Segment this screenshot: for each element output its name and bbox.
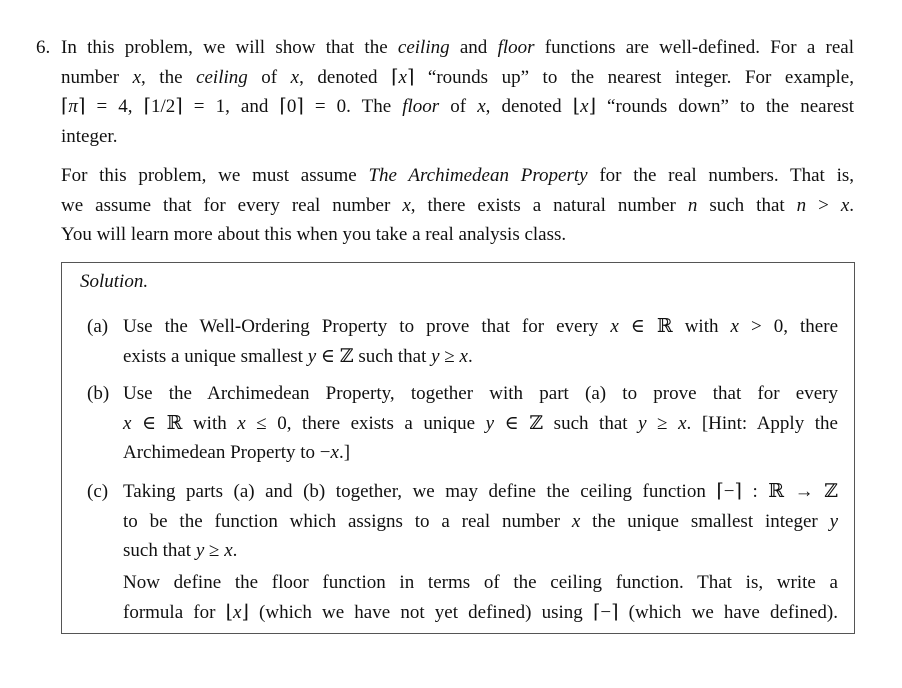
text-segment: of: [439, 96, 478, 118]
text-line: [123, 312, 838, 342]
emphasis-text: The Archimedean Property: [368, 165, 588, 186]
text-segment: For this problem, we must assume: [61, 165, 369, 186]
text-line: [61, 191, 854, 221]
text-segment: , there exists a natural number: [410, 194, 688, 216]
math-symbol: x: [730, 316, 739, 337]
text-segment: ⌋ (which we have not yet defined) using ⌈−⌉ (which we have defined).: [241, 601, 838, 623]
text-segment: In this problem, we will show that the: [61, 37, 398, 58]
math-symbol: x: [678, 412, 687, 434]
part-text: [123, 477, 838, 566]
text-segment: for the real numbers. That is,: [587, 165, 854, 186]
text-segment: integer.: [61, 125, 118, 147]
text-segment: the unique smallest integer: [580, 510, 830, 532]
text-segment: Now define the floor function in terms of the ceiling function. That is, write a: [123, 572, 838, 593]
text-segment: ⌉ = 4, ⌈1/2⌉ = 1, and ⌈0⌉ = 0. The: [77, 96, 403, 118]
math-symbol: x: [132, 66, 142, 88]
math-symbol: n: [687, 194, 698, 216]
text-segment: ∈ ℤ such that: [316, 345, 432, 367]
text-segment: ≥: [646, 412, 679, 434]
text-segment: exists a unique smallest: [123, 345, 308, 367]
text-line: [123, 409, 838, 439]
text-segment: >: [806, 194, 841, 216]
text-segment: Use the Archimedean Property, together with part (a) to prove that for every: [123, 383, 838, 404]
math-symbol: x: [840, 194, 850, 216]
text-segment: formula for ⌊: [123, 601, 234, 623]
math-symbol: x: [477, 96, 486, 118]
text-segment: , the: [141, 66, 197, 88]
text-segment: Use the Well-Ordering Property to prove that for every: [123, 316, 611, 337]
text-segment: .: [849, 194, 855, 216]
math-symbol: y: [195, 540, 205, 562]
part-label: (c): [87, 481, 109, 502]
text-line: [61, 161, 854, 191]
text-segment: .: [467, 345, 473, 367]
archimedean-assumption-paragraph: [61, 161, 854, 250]
math-symbol: x: [580, 96, 589, 118]
text-segment: . [Hint: Apply the: [686, 412, 838, 434]
emphasis-text: floor: [497, 37, 535, 58]
solution-label: Solution.: [80, 271, 149, 292]
math-symbol: x: [402, 194, 411, 216]
text-segment: > 0, there: [738, 316, 838, 337]
text-segment: of: [247, 66, 291, 88]
math-symbol: y: [829, 510, 839, 532]
text-line: [123, 507, 838, 537]
text-line: [123, 438, 838, 468]
text-segment: such that: [697, 194, 797, 216]
text-line: [61, 220, 854, 250]
text-segment: number: [61, 66, 133, 88]
text-segment: , denoted ⌈: [299, 66, 399, 88]
text-segment: functions are well-defined. For a real: [534, 37, 854, 58]
text-line: [61, 92, 854, 122]
math-symbol: x: [398, 66, 407, 88]
math-symbol: x: [571, 510, 581, 532]
part-text: [123, 312, 838, 371]
math-symbol: x: [123, 412, 132, 434]
problem-intro-paragraph: [61, 33, 854, 151]
math-symbol: n: [796, 194, 807, 216]
math-symbol: π: [68, 96, 78, 118]
part-c-followup: [123, 568, 838, 627]
text-segment: .]: [338, 442, 351, 464]
text-segment: to be the function which assigns to a real number: [123, 510, 572, 532]
text-line: [123, 379, 838, 409]
part-label: (b): [87, 383, 110, 404]
text-segment: such that: [123, 540, 196, 562]
math-symbol: x: [290, 66, 300, 88]
solution-box: [61, 262, 855, 634]
math-symbol: y: [485, 412, 495, 434]
math-symbol: x: [330, 442, 339, 464]
math-symbol: x: [459, 345, 468, 367]
text-segment: ⌈: [61, 96, 69, 118]
text-segment: and: [449, 37, 498, 58]
text-line: [61, 33, 854, 63]
text-segment: ∈ ℝ with: [618, 316, 731, 337]
text-segment: .: [232, 540, 238, 562]
emphasis-text: ceiling: [196, 66, 248, 88]
text-line: [123, 536, 838, 566]
text-segment: Archimedean Property to −: [123, 442, 331, 464]
text-line: [61, 63, 854, 93]
text-segment: ≤ 0, there exists a unique: [245, 412, 486, 434]
part-label: (a): [87, 316, 109, 337]
math-symbol: x: [610, 316, 619, 337]
text-line: [123, 568, 838, 598]
text-segment: ⌋ “rounds down” to the nearest: [588, 96, 854, 118]
text-line: [123, 598, 838, 628]
math-symbol: y: [431, 345, 440, 367]
text-line: [61, 122, 854, 152]
text-segment: ∈ ℤ such that: [494, 412, 639, 434]
math-symbol: x: [237, 412, 246, 434]
text-segment: , denoted ⌊: [485, 96, 581, 118]
text-segment: Taking parts (a) and (b) together, we may define the ceiling function ⌈−⌉ : ℝ → ℤ: [123, 481, 838, 502]
text-segment: ≥: [439, 345, 460, 367]
math-symbol: y: [307, 345, 317, 367]
part-text: [123, 379, 838, 468]
text-segment: You will learn more about this when you take a real analysis class.: [61, 224, 567, 246]
math-symbol: y: [638, 412, 647, 434]
text-segment: ⌉ “rounds up” to the nearest integer. For example,: [406, 66, 854, 88]
math-symbol: x: [233, 601, 242, 623]
problem-number: 6.: [36, 37, 51, 58]
emphasis-text: floor: [402, 96, 440, 118]
emphasis-text: ceiling: [397, 37, 450, 58]
text-segment: ≥: [204, 540, 225, 562]
text-line: [123, 477, 838, 507]
math-symbol: x: [224, 540, 233, 562]
text-segment: ∈ ℝ with: [131, 412, 238, 434]
text-segment: we assume that for every real number: [61, 194, 403, 216]
text-line: [123, 342, 838, 372]
